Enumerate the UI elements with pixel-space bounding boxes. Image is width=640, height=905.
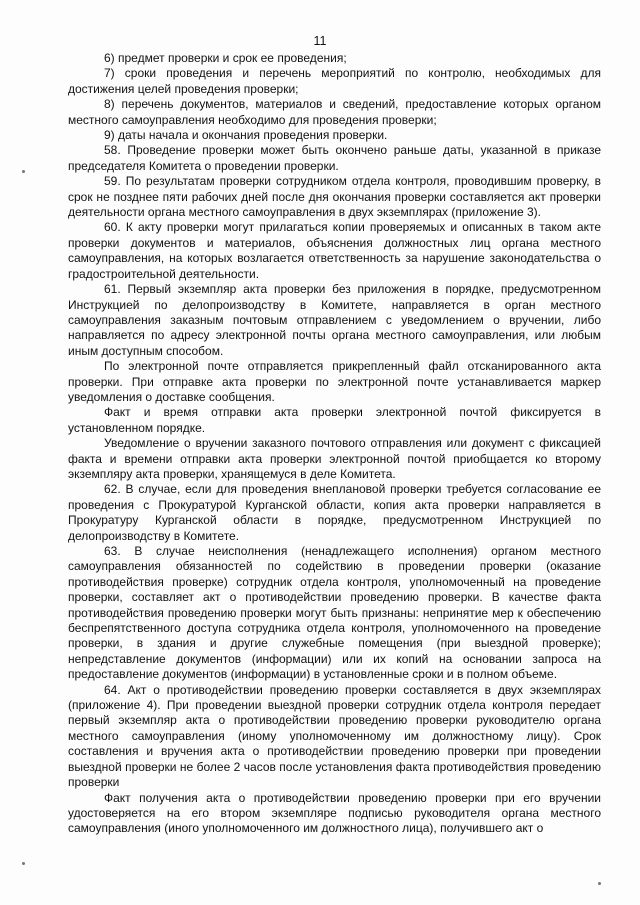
list-item: 6) предмет проверки и срок ее проведения; bbox=[104, 51, 347, 65]
document-body bbox=[68, 51, 601, 837]
paragraph-61: 61. Первый экземпляр акта проверки без приложения в порядке, предусмотренном Инструкцией по делопроизводству в Комитете, направляется в орган местного самоуправления заказным почтовым отправлением с уведомлением о вручении, либо направляется по адресу электронной почты органа местного самоуправления, или любым иным доступным способом. bbox=[68, 282, 601, 358]
paragraph-64: 64. Акт о противодействии проведению проверки составляется в двух экземплярах (приложение 4). При проведении выездной проверки сотрудник отдела контроля передает первый экземпляр акта о противодействии проведению проверки руководителю органа местного самоуправления (иному уполномоченному им должностному лицу). Срок составления и вручения акта о противодействии проведению проверки при проведении выездной проверки не более 2 часов после установления факта противодействия проведению проверки bbox=[68, 682, 601, 790]
paragraph-58: 58. Проведение проверки может быть окончено раньше даты, указанной в приказе председателя Комитета о проведении проверки. bbox=[68, 143, 601, 173]
paragraph-63: 63. В случае неисполнения (ненадлежащего исполнения) органом местного самоуправления обязанностей по содействию в проведении проверки (оказание противодействия проверке) сотрудник отдела контроля, уполномоченный на проведение проверки, составляет акт о противодействии проведению проверки. В качестве факта противодействия проведению проверки могут быть признаны: непринятие мер к обеспечению беспрепятственного доступа сотрудника отдела контроля, уполномоченного на проведение проверки, в здания и другие служебные помещения (при выездной проверке); непредставление документов (информации) или их копий на основании запроса на предоставление документов (информации) в установленные сроки и в полном объеме. bbox=[68, 544, 601, 682]
list-item: 8) перечень документов, материалов и сведений, предоставление которых органом местного самоуправления необходимо для проведения проверки; bbox=[68, 97, 601, 127]
paragraph: По электронной почте отправляется прикрепленный файл отсканированного акта проверки. При отправке акта проверки по электронной почте устанавливается маркер уведомления о доставке сообщения. bbox=[68, 359, 601, 404]
paragraph: Уведомление о вручении заказного почтового отправления или документ с фиксацией факта и времени отправки акта проверки электронной почтой приобщается ко второму экземпляру акта проверки, хранящемуся в деле Комитета. bbox=[68, 436, 601, 481]
paragraph-60: 60. К акту проверки могут прилагаться копии проверяемых и описанных в таком акте проверки документов и материалов, объяснения должностных лиц органа местного самоуправления, на которых возлагается ответственность за нарушение законодательства о градостроительной деятельности. bbox=[68, 220, 601, 281]
list-item: 7) сроки проведения и перечень мероприятий по контролю, необходимых для достижения целей проведения проверки; bbox=[68, 66, 601, 96]
scan-speck bbox=[22, 862, 25, 865]
paragraph-62: 62. В случае, если для проведения внеплановой проверки требуется согласование ее проведения с Прокуратурой Курганской области, копия акта проверки направляется в Прокуратуру Курганской области в порядке, предусмотренном Инструкцией по делопроизводству в Комитете. bbox=[68, 482, 601, 543]
paragraph-59: 59. По результатам проверки сотрудником отдела контроля, проводившим проверку, в срок не позднее пяти рабочих дней после дня окончания проверки составляется акт проверки деятельности органа местного самоуправления в двух экземплярах (приложение 3). bbox=[68, 174, 601, 220]
page-number: 11 bbox=[313, 34, 327, 48]
list-item: 9) даты начала и окончания проведения проверки. bbox=[104, 128, 388, 143]
scan-speck bbox=[598, 882, 601, 885]
scan-speck bbox=[22, 170, 25, 173]
paragraph: Факт получения акта о противодействии проведению проверки при его вручении удостоверяется на его втором экземпляре подписью руководителя органа местного самоуправления (иного уполномоченного им должностного лица), получившего акт о bbox=[68, 790, 601, 836]
paragraph: Факт и время отправки акта проверки электронной почтой фиксируется в установленном порядке. bbox=[68, 405, 601, 435]
